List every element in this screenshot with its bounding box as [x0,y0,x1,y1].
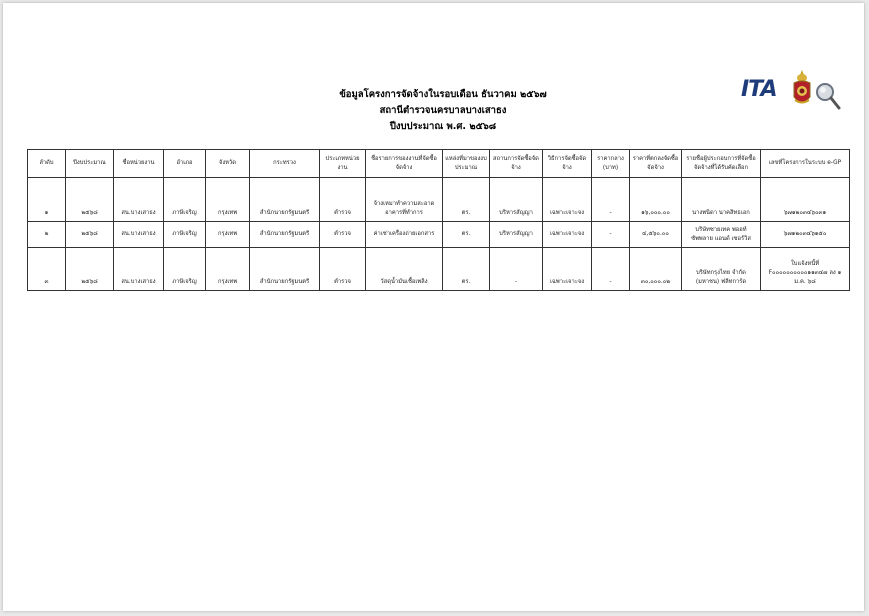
ita-logo [741,77,777,102]
column-header: รายชื่อผู้ประกอบการที่จัดซื้อจัดจ้างที่ได้รับคัดเลือก [682,150,761,178]
table-cell: ตำรวจ [320,222,366,248]
table-cell: ภาษีเจริญ [164,248,206,291]
table-cell: - [592,178,630,222]
table-cell: บริหารสัญญา [490,178,543,222]
table-cell: ๒ [28,222,66,248]
procurement-table [27,149,850,291]
table-cell: ๒๕๖๘ [66,178,114,222]
document-page [3,3,864,611]
table-cell: - [592,222,630,248]
table-cell: บริษัทกรุงไทย จำกัด (มหาชน) ฟลีทการ์ด [682,248,761,291]
report-title-block [253,87,633,135]
table-row [28,222,850,248]
table-cell: สน.บางเสาธง [114,248,164,291]
table-cell: ตำรวจ [320,248,366,291]
table-cell: ภาษีเจริญ [164,178,206,222]
magnifier-icon [813,81,841,111]
column-header: อำเภอ [164,150,206,178]
table-cell: สำนักนายกรัฐมนตรี [250,178,320,222]
column-header: ชื่อหน่วยงาน [114,150,164,178]
table-cell: ๔,๕๖๐.๐๐ [630,222,682,248]
table-cell: ๖๗๑๒๐๓๔๖๐๓๑ [761,178,850,222]
table-cell: ตร. [443,248,490,291]
table-cell: สน.บางเสาธง [114,178,164,222]
column-header: เลขที่โครงการในระบบ e-GP [761,150,850,178]
column-header: วิธีการจัดซื้อจัดจ้าง [543,150,592,178]
table-cell: ค่าเช่าเครื่องถ่ายเอกสาร [366,222,443,248]
column-header: แหล่งที่มาของงบประมาณ [443,150,490,178]
table-cell: บริษัทซายเทค พออท์ ซัพพลาย แอนด์ เซอร์วิส [682,222,761,248]
table-cell: เฉพาะเจาะจง [543,222,592,248]
table-cell: วัสดุน้ำมันเชื้อเพลิง [366,248,443,291]
report-fiscal-year: ปีงบประมาณ พ.ศ. ๒๕๖๘ [389,121,497,132]
table-cell: เฉพาะเจาะจง [543,178,592,222]
table-cell: ๓๐,๐๐๐.๐๒ [630,248,682,291]
table-cell: ภาษีเจริญ [164,222,206,248]
table-cell: ใบแจ้งหนี้ที่ F๐๐๐๐๐๐๐๐๐๐๑๑๓๔๗ ลง ๑ ม.ค. ๖๘ [761,248,850,291]
column-header: ปีงบประมาณ [66,150,114,178]
logo-area [741,67,841,113]
table-cell: กรุงเทพ [206,248,250,291]
table-row [28,248,850,291]
table-cell: กรุงเทพ [206,222,250,248]
column-header: ชื่อรายการของงานที่จัดซื้อจัดจ้าง [366,150,443,178]
table-cell: ตำรวจ [320,178,366,222]
table-cell: ๒๕๖๘ [66,248,114,291]
column-header: สถานการจัดซื้อจัดจ้าง [490,150,543,178]
police-seal-icon [791,69,813,109]
table-cell: ๓ [28,248,66,291]
ita-logo-text: ITA [741,77,777,102]
table-cell: - [592,248,630,291]
table-cell: สำนักนายกรัฐมนตรี [250,222,320,248]
table-cell: จ้างเหมาทำความสะอาดอาคารที่ทำการ [366,178,443,222]
table-header-row [28,150,850,178]
column-header: ราคากลาง (บาท) [592,150,630,178]
report-title: ข้อมูลโครงการจัดจ้างในรอบเดือน ธันวาคม ๒๕๖๗ [339,89,547,100]
table-cell: สำนักนายกรัฐมนตรี [250,248,320,291]
table-cell: สน.บางเสาธง [114,222,164,248]
report-agency: สถานีตำรวจนครบาลบางเสาธง [379,105,507,116]
table-row [28,178,850,222]
column-header: กระทรวง [250,150,320,178]
table-cell: - [490,248,543,291]
column-header: ประเภทหน่วยงาน [320,150,366,178]
table-cell: ตร. [443,178,490,222]
table-cell: ๒๕๖๘ [66,222,114,248]
table-cell: เฉพาะเจาะจง [543,248,592,291]
table-cell: ตร. [443,222,490,248]
table-cell: ๖๗๑๒๐๓๔๖๑๕๐ [761,222,850,248]
column-header: ราคาที่ตกลงจัดซื้อจัดจ้าง [630,150,682,178]
column-header: ลำดับ [28,150,66,178]
table-cell: บริหารสัญญา [490,222,543,248]
table-cell: ๑ [28,178,66,222]
table-cell: ๑๖,๐๐๐.๐๐ [630,178,682,222]
table-cell: นางพนิดา นาคสิทธเอก [682,178,761,222]
table-cell: กรุงเทพ [206,178,250,222]
column-header: จังหวัด [206,150,250,178]
